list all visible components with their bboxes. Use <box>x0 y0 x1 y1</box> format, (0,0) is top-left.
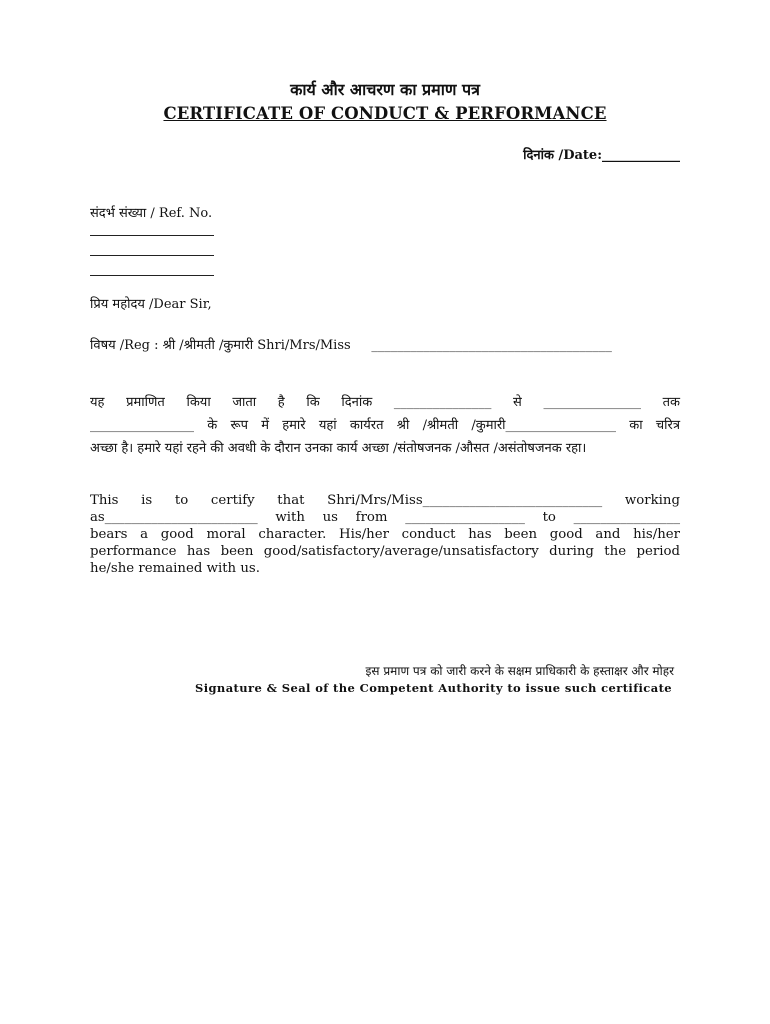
ref-label: संदर्भ संख्या / Ref. No. <box>90 206 213 221</box>
hindi-para-line-3: अच्छा है। हमारे यहां रहने की अवधी के दौरान उनका कार्य अच्छा /संतोषजनक /औसत /असंतोषजनक रहा। <box>90 441 587 456</box>
ref-blank-line-1 <box>90 235 214 236</box>
date-line: दिनांक /Date:____________ <box>523 148 680 163</box>
english-para-line-5: he/she remained with us. <box>90 561 260 576</box>
ref-blank-line-2 <box>90 255 214 256</box>
title-english: CERTIFICATE OF CONDUCT & PERFORMANCE <box>163 104 607 123</box>
english-para-line-4: performance has been good/satisfactory/average/unsatisfactory during the period <box>90 544 680 559</box>
ref-blank-line-3 <box>90 275 214 276</box>
subject-line: विषय /Reg : श्री /श्रीमती /कुमारी Shri/Mrs/Miss _____________________________________ <box>90 338 612 353</box>
salutation: प्रिय महोदय /Dear Sir, <box>90 297 212 312</box>
signature-label-english: Signature & Seal of the Competent Authority to issue such certificate <box>195 681 672 695</box>
english-para-line-1: This is to certify that Shri/Mrs/Miss___________________________ working <box>90 493 680 508</box>
signature-label-hindi: इस प्रमाण पत्र को जारी करने के सक्षम प्राधिकारी के हस्ताक्षर और मोहर <box>365 664 674 678</box>
english-para-line-3: bears a good moral character. His/her conduct has been good and his/her <box>90 527 680 542</box>
hindi-para-line-2: ________________ के रूप में हमारे यहां कार्यरत श्री /श्रीमती /कुमारी_________________ का चरित्र <box>90 418 680 433</box>
title-hindi: कार्य और आचरण का प्रमाण पत्र <box>290 80 480 99</box>
english-para-line-2: as_______________________ with us from __________________ to ________________ <box>90 510 680 525</box>
hindi-para-line-1: यह प्रमाणित किया जाता है कि दिनांक _______________ से _______________ तक <box>90 395 680 410</box>
